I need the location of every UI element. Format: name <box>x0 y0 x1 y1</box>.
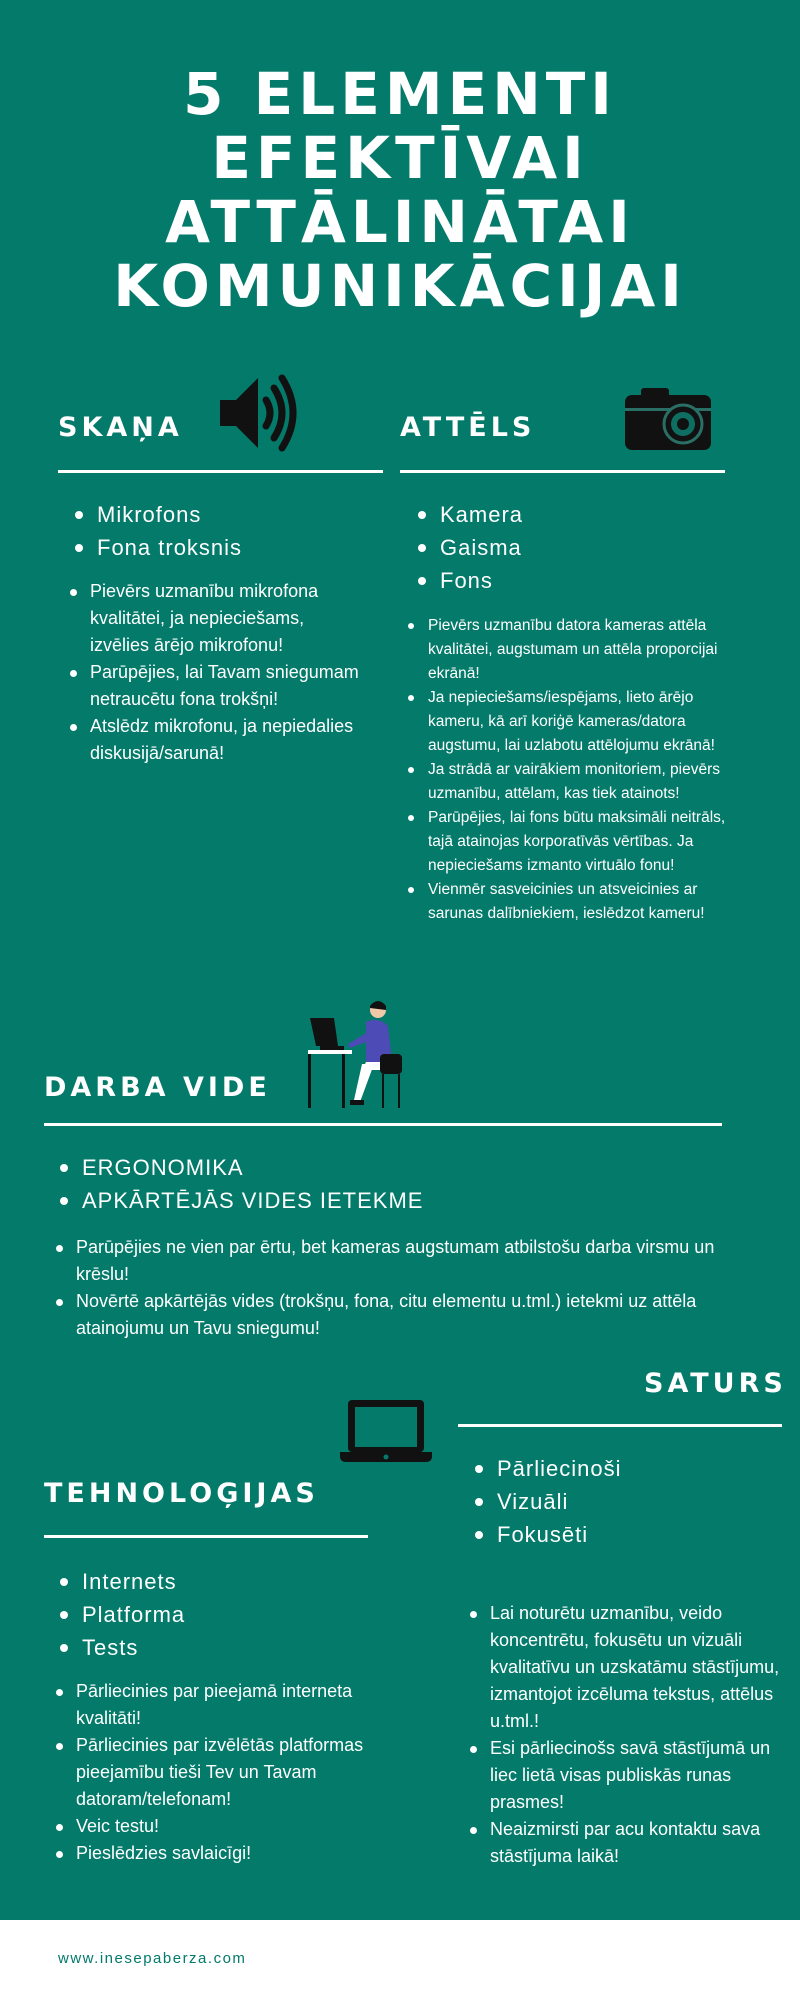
main-title <box>0 62 800 318</box>
list-item: Lai noturētu uzmanību, veido koncentrētu, fokusētu un vizuāli kvalitatīvu un uzskatāmu stāstījumu, izmantojot izcēluma tekstus, attēlus u.tml.! <box>468 1600 788 1735</box>
list-item: Vienmēr sasveicinies un atsveicinies ar sarunas dalībniekiem, ieslēdzot kameru! <box>406 878 726 926</box>
section-divider <box>44 1123 722 1126</box>
section-title-skana: SKAŅA <box>58 412 183 443</box>
list-item: ERGONOMIKA <box>60 1151 720 1184</box>
list-item: Pārliecinies par pieejamā interneta kvalitāti! <box>54 1678 384 1732</box>
tip-list-attels <box>406 614 726 926</box>
section-title-darba-vide: DARBA VIDE <box>44 1072 271 1103</box>
list-item: Gaisma <box>418 531 718 564</box>
list-item: Atslēdz mikrofonu, ja nepiedalies diskusijā/sarunā! <box>68 713 368 767</box>
speaker-icon <box>218 374 304 452</box>
list-item: Neaizmirsti par acu kontaktu sava stāstījuma laikā! <box>468 1816 788 1870</box>
list-item: APKĀRTĒJĀS VIDES IETEKME <box>60 1184 720 1217</box>
laptop-icon <box>340 1398 432 1464</box>
list-item: Pārliecinoši <box>475 1452 775 1485</box>
keyword-list-saturs <box>475 1452 775 1551</box>
list-item: Internets <box>60 1565 380 1598</box>
list-item: Tests <box>60 1631 380 1664</box>
tip-list-saturs <box>468 1600 788 1870</box>
list-item: Fons <box>418 564 718 597</box>
person-at-desk-icon <box>306 998 406 1110</box>
keyword-list-skana <box>75 498 375 564</box>
tip-list-darba-vide <box>54 1234 734 1342</box>
camera-icon <box>623 386 713 452</box>
title-line: ATTĀLINĀTAI <box>165 188 635 256</box>
keyword-list-darba-vide <box>60 1151 720 1217</box>
keyword-list-attels <box>418 498 718 597</box>
tip-list-tehnologijas <box>54 1678 384 1867</box>
list-item: Kamera <box>418 498 718 531</box>
list-item: Parūpējies ne vien par ērtu, bet kameras augstumam atbilstošu darba virsmu un krēslu! <box>54 1234 734 1288</box>
title-line: KOMUNIKĀCIJAI <box>113 252 687 320</box>
list-item: Parūpējies, lai Tavam sniegumam netraucētu fona trokšņi! <box>68 659 368 713</box>
list-item: Vizuāli <box>475 1485 775 1518</box>
list-item: Esi pārliecinošs savā stāstījumā un liec lietā visas publiskās runas prasmes! <box>468 1735 788 1816</box>
list-item: Pievērs uzmanību mikrofona kvalitātei, ja nepieciešams, izvēlies ārējo mikrofonu! <box>68 578 368 659</box>
list-item: Novērtē apkārtējās vides (trokšņu, fona, citu elementu u.tml.) ietekmi uz attēla atainojumu un Tavu sniegumu! <box>54 1288 734 1342</box>
list-item: Fokusēti <box>475 1518 775 1551</box>
list-item: Ja strādā ar vairākiem monitoriem, pievērs uzmanību, attēlam, kas tiek atainots! <box>406 758 726 806</box>
section-divider <box>44 1535 368 1538</box>
section-title-saturs: SATURS <box>644 1368 787 1399</box>
section-divider <box>400 470 725 473</box>
list-item: Ja nepieciešams/iespējams, lieto ārējo kameru, kā arī koriģē kameras/datora augstumu, lai uzlabotu attēlojumu ekrānā! <box>406 686 726 758</box>
list-item: Veic testu! <box>54 1813 384 1840</box>
section-divider <box>58 470 383 473</box>
list-item: Fona troksnis <box>75 531 375 564</box>
title-line: EFEKTĪVAI <box>211 124 589 192</box>
list-item: Pieslēdzies savlaicīgi! <box>54 1840 384 1867</box>
list-item: Pārliecinies par izvēlētās platformas pieejamību tieši Tev un Tavam datoram/telefonam! <box>54 1732 384 1813</box>
list-item: Parūpējies, lai fons būtu maksimāli neitrāls, tajā atainojas korporatīvās vērtības. Ja nepieciešams izmanto virtuālo fonu! <box>406 806 726 878</box>
list-item: Pievērs uzmanību datora kameras attēla kvalitātei, augstumam un attēla proporcijai ekrānā! <box>406 614 726 686</box>
list-item: Mikrofons <box>75 498 375 531</box>
list-item: Platforma <box>60 1598 380 1631</box>
keyword-list-tehnologijas <box>60 1565 380 1664</box>
section-divider <box>458 1424 782 1427</box>
section-title-tehnologijas: TEHNOLOĢIJAS <box>44 1478 319 1509</box>
title-line: 5 ELEMENTI <box>183 60 617 128</box>
tip-list-skana <box>68 578 368 767</box>
footer-website-link[interactable]: www.inesepaberza.com <box>58 1950 247 1967</box>
section-title-attels: ATTĒLS <box>400 412 536 443</box>
